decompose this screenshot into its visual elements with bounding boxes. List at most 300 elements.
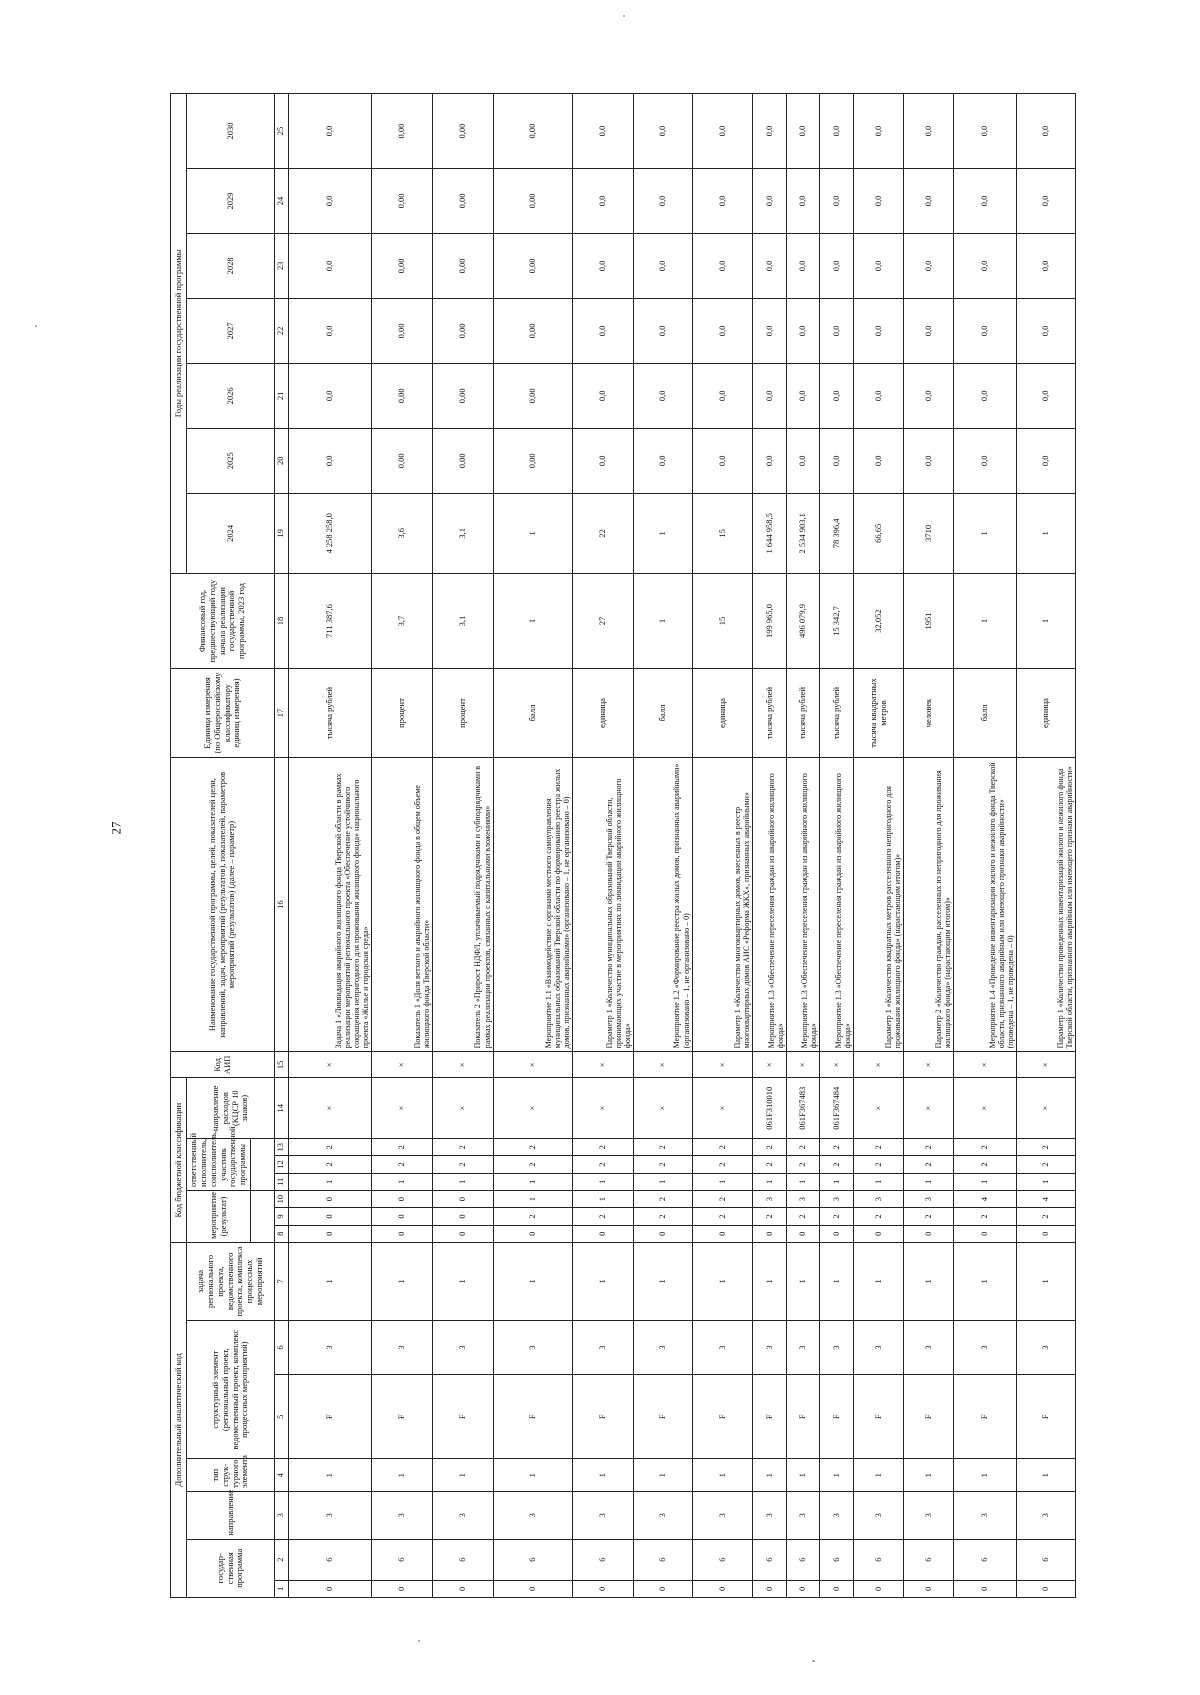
header-year: 2028 [187, 233, 275, 298]
unit-cell: единица [573, 669, 634, 758]
code-cell: 1 [692, 1173, 753, 1190]
code-cell: 2 [1017, 1156, 1076, 1173]
year-value: 0,0 [904, 363, 954, 428]
code-cell: 2 [820, 1139, 854, 1156]
header-years-title: Годы реализации государственной программы [171, 94, 187, 574]
code-cell: 0 [433, 1580, 494, 1597]
row-name: Задача 1 «Ликвидация аварийного жилищного фонда Тверской области в рамках реализации мероприятий регионального проекта «Обеспечение устойчивого сокращения непригодного для проживания жилищного фонда» национального проекта «Жилье и городская среда» [288, 757, 372, 1051]
year-value: 0,00 [433, 94, 494, 169]
code-cell: 2 [954, 1156, 1017, 1173]
code-cell: × [904, 1078, 954, 1139]
year-value: 0,00 [493, 428, 573, 493]
year-value: 0,0 [692, 428, 753, 493]
rotated-table-wrapper [170, 93, 1076, 1598]
column-number: 25 [275, 94, 289, 169]
column-number: 6 [275, 1320, 289, 1374]
code-cell: 0 [954, 1580, 1017, 1597]
column-number: 9 [275, 1208, 289, 1225]
code-cell: 3 [1017, 1320, 1076, 1374]
code-cell: 1 [433, 1242, 494, 1320]
header-struct-elem: структурный элемент (региональный проект, ведомственный проект, комплекс процессных мероприятий) [187, 1320, 275, 1459]
year-value: 0,0 [954, 298, 1017, 363]
base-year-value: 3,1 [433, 573, 494, 668]
code-cell: 1 [904, 1459, 954, 1491]
code-cell: 1 [1017, 1173, 1076, 1190]
code-cell: 2 [573, 1208, 634, 1225]
base-year-value: 1 [1017, 573, 1076, 668]
table-row [820, 94, 854, 1598]
code-cell: 3 [372, 1491, 433, 1539]
table-row [634, 94, 693, 1598]
year-value: 0,0 [288, 428, 372, 493]
code-cell: 0 [573, 1225, 634, 1242]
year-value: 3710 [904, 493, 954, 573]
unit-cell: тысяча рублей [753, 669, 787, 758]
table-row [692, 94, 753, 1598]
code-cell: 2 [493, 1139, 573, 1156]
code-cell: 6 [853, 1539, 903, 1580]
code-cell: 2 [372, 1156, 433, 1173]
scan-speck [812, 1660, 815, 1662]
code-cell: 0 [573, 1580, 634, 1597]
code-cell: 1 [493, 1190, 573, 1207]
code-cell: 3 [372, 1320, 433, 1374]
column-number: 12 [275, 1156, 289, 1173]
code-cell: 1 [372, 1459, 433, 1491]
base-year-value: 27 [573, 573, 634, 668]
code-cell: 0 [753, 1225, 787, 1242]
header-base-year: Финансовый год, предшествующий году начала реализации государственной программы, 2023 год [171, 573, 275, 668]
code-cell: × [954, 1052, 1017, 1078]
code-cell: 1 [853, 1242, 903, 1320]
year-value: 0,0 [753, 298, 787, 363]
code-cell: 2 [692, 1156, 753, 1173]
unit-cell: тысяча рублей [820, 669, 854, 758]
code-cell: F [573, 1375, 634, 1459]
header-year: 2029 [187, 168, 275, 233]
table-row [433, 94, 494, 1598]
code-cell: 2 [433, 1139, 494, 1156]
code-cell: 2 [493, 1208, 573, 1225]
code-cell: 2 [954, 1139, 1017, 1156]
code-cell: 2 [786, 1139, 820, 1156]
column-number: 17 [275, 669, 289, 758]
year-value: 0,00 [372, 233, 433, 298]
year-value: 0,0 [853, 298, 903, 363]
year-value: 0,0 [1017, 233, 1076, 298]
code-cell: 1 [433, 1459, 494, 1491]
code-cell: 1 [786, 1242, 820, 1320]
code-cell: 6 [1017, 1539, 1076, 1580]
year-value: 1 644 958,5 [753, 493, 787, 573]
code-cell: 2 [692, 1190, 753, 1207]
year-value: 0,0 [853, 363, 903, 428]
code-cell: F [786, 1375, 820, 1459]
code-cell: 3 [820, 1190, 854, 1207]
code-cell: 061F367483 [786, 1078, 820, 1139]
header-executor-sub [251, 1139, 275, 1191]
code-cell: 0 [372, 1208, 433, 1225]
row-name: Параметр 1 «Количество квадратных метров расселенного непригодного для проживания жилищного фонда» (нарастающим итогом)» [853, 757, 903, 1051]
code-cell: × [493, 1078, 573, 1139]
code-cell: F [692, 1375, 753, 1459]
year-value: 0,0 [904, 168, 954, 233]
code-cell: 1 [573, 1459, 634, 1491]
code-cell: 3 [433, 1491, 494, 1539]
row-name: Мероприятие 1.3 «Обеспечение переселения граждан из аварийного жилищного фонда» [753, 757, 787, 1051]
code-cell: × [288, 1078, 372, 1139]
unit-cell: тысяча рублей [288, 669, 372, 758]
column-number: 10 [275, 1190, 289, 1207]
code-cell: 0 [493, 1225, 573, 1242]
year-value: 0,0 [786, 298, 820, 363]
header-measure-sub [251, 1190, 275, 1242]
year-value: 0,0 [1017, 298, 1076, 363]
code-cell: 0 [493, 1580, 573, 1597]
header-year: 2024 [187, 493, 275, 573]
code-cell: 3 [433, 1320, 494, 1374]
code-cell: 1 [786, 1459, 820, 1491]
code-cell: 0 [372, 1190, 433, 1207]
code-cell: × [634, 1078, 693, 1139]
scan-speck [418, 1640, 420, 1642]
header-year: 2026 [187, 363, 275, 428]
year-value: 0,0 [820, 94, 854, 169]
year-value: 0,00 [372, 428, 433, 493]
code-cell: × [692, 1052, 753, 1078]
column-number: 16 [275, 757, 289, 1051]
code-cell: 1 [954, 1173, 1017, 1190]
row-name: Параметр 1 «Количество многоквартирных домов, внесенных в реестр многоквартирных домов АИС «Реформа ЖКХ», признанных аварийными» [692, 757, 753, 1051]
year-value: 0,0 [904, 298, 954, 363]
code-cell: × [753, 1052, 787, 1078]
code-cell: 0 [433, 1225, 494, 1242]
code-cell: 1 [634, 1459, 693, 1491]
code-cell: 3 [573, 1491, 634, 1539]
code-cell: 3 [288, 1491, 372, 1539]
code-cell: × [634, 1052, 693, 1078]
code-cell: 1 [493, 1459, 573, 1491]
code-cell: 3 [288, 1320, 372, 1374]
code-cell: 0 [692, 1225, 753, 1242]
code-cell: 1 [288, 1173, 372, 1190]
code-cell: 6 [904, 1539, 954, 1580]
year-value: 0,0 [904, 428, 954, 493]
code-cell: 1 [493, 1173, 573, 1190]
code-cell: 6 [786, 1539, 820, 1580]
code-cell: 6 [753, 1539, 787, 1580]
year-value: 0,0 [954, 233, 1017, 298]
code-cell: 6 [288, 1539, 372, 1580]
header-dop-code: Дополнительный аналитический код [171, 1242, 187, 1597]
year-value: 0,0 [634, 233, 693, 298]
code-cell: 0 [692, 1580, 753, 1597]
code-cell: × [1017, 1078, 1076, 1139]
code-cell: 1 [904, 1173, 954, 1190]
year-value: 0,0 [573, 233, 634, 298]
row-name: Мероприятие 1.4 «Проведение инвентаризации жилого и нежилого фонда Тверской области, признанного аварийным или имеющего признаки аварийности» (проведена – 1, не проведена – 0) [954, 757, 1017, 1051]
year-value: 0,00 [493, 363, 573, 428]
year-value: 0,00 [372, 168, 433, 233]
code-cell: 3 [820, 1320, 854, 1374]
code-cell: 3 [904, 1190, 954, 1207]
year-value: 0,0 [786, 428, 820, 493]
year-value: 0,0 [786, 168, 820, 233]
header-direction: направление [187, 1491, 275, 1539]
code-cell: F [954, 1375, 1017, 1459]
unit-cell: процент [433, 669, 494, 758]
code-cell: 3 [692, 1320, 753, 1374]
row-name: Мероприятие 1.2 «Формирование реестра жилых домов, признанных аварийными» (организовано – 1, не организовано – 0) [634, 757, 693, 1051]
code-cell: 3 [954, 1320, 1017, 1374]
header-year: 2025 [187, 428, 275, 493]
code-cell: × [433, 1078, 494, 1139]
base-year-value: 15 [692, 573, 753, 668]
code-cell: 2 [1017, 1208, 1076, 1225]
year-value: 0,0 [853, 233, 903, 298]
code-cell: 061F367484 [820, 1078, 854, 1139]
year-value: 0,0 [753, 168, 787, 233]
code-cell: 1 [904, 1242, 954, 1320]
year-value: 0,0 [786, 94, 820, 169]
year-value: 0,0 [288, 363, 372, 428]
code-cell: F [493, 1375, 573, 1459]
row-name: Мероприятие 1.1 «Взаимодействие с органами местного самоуправления муниципальных образований Тверской области по формированию реестра жилых домов, признанных аварийными» (организовано – 1, не организовано – 0) [493, 757, 573, 1051]
code-cell: 2 [853, 1156, 903, 1173]
base-year-value: 1 [493, 573, 573, 668]
year-value: 0,0 [634, 298, 693, 363]
code-cell: × [904, 1052, 954, 1078]
header-name: Наименование государственной программы, целей, показателей цели, направлений, задач, мероприятий (результатов), показателей, параметров мероприятий (результатов) (далее – параметр) [171, 757, 275, 1051]
unit-cell: единица [1017, 669, 1076, 758]
page-number: 27 [108, 821, 124, 835]
code-cell: 0 [634, 1225, 693, 1242]
code-cell: F [634, 1375, 693, 1459]
code-cell: 2 [753, 1139, 787, 1156]
row-name: Параметр 1 «Количество муниципальных образований Тверской области, принимающих участие в мероприятиях по ликвидации аварийного жилищного фонда» [573, 757, 634, 1051]
year-value: 22 [573, 493, 634, 573]
year-value: 4 258 258,0 [288, 493, 372, 573]
code-cell: 0 [820, 1580, 854, 1597]
code-cell: 2 [372, 1139, 433, 1156]
code-cell: 0 [904, 1225, 954, 1242]
column-number: 15 [275, 1052, 289, 1078]
year-value: 78 396,4 [820, 493, 854, 573]
code-cell: 061F310010 [753, 1078, 787, 1139]
scan-speck [35, 325, 37, 327]
code-cell: 1 [493, 1242, 573, 1320]
year-value: 0,0 [853, 94, 903, 169]
year-value: 3,6 [372, 493, 433, 573]
table-row [1017, 94, 1076, 1598]
base-year-value: 1 [634, 573, 693, 668]
column-number: 13 [275, 1139, 289, 1156]
code-cell: 6 [573, 1539, 634, 1580]
code-cell: 3 [753, 1320, 787, 1374]
code-cell: 2 [634, 1208, 693, 1225]
code-cell: 2 [820, 1156, 854, 1173]
year-value: 0,0 [954, 363, 1017, 428]
code-cell: F [433, 1375, 494, 1459]
header-year: 2027 [187, 298, 275, 363]
code-cell: 6 [634, 1539, 693, 1580]
code-cell: 1 [753, 1242, 787, 1320]
code-cell: 2 [573, 1139, 634, 1156]
code-cell: × [786, 1052, 820, 1078]
code-cell: 6 [493, 1539, 573, 1580]
year-value: 1 [954, 493, 1017, 573]
header-budget-code: Код бюджетной классификации [171, 1078, 187, 1243]
year-value: 0,0 [753, 94, 787, 169]
year-value: 3,1 [433, 493, 494, 573]
column-number: 23 [275, 233, 289, 298]
row-name: Параметр 2 «Количество граждан, расселенных из непригодного для проживания жилищного фонда» (нарастающим итогом)» [904, 757, 954, 1051]
year-value: 0,00 [433, 428, 494, 493]
code-cell: × [1017, 1052, 1076, 1078]
year-value: 0,0 [954, 94, 1017, 169]
code-cell: F [904, 1375, 954, 1459]
code-cell: 0 [954, 1225, 1017, 1242]
code-cell: 3 [634, 1491, 693, 1539]
header-task: задача регионального проекта, ведомственного проекта, комплекса процессных мероприятий [187, 1242, 275, 1320]
unit-cell: тысяча квадратных метров [853, 669, 903, 758]
base-year-value: 199 965,0 [753, 573, 787, 668]
code-cell: × [954, 1078, 1017, 1139]
code-cell: 3 [753, 1190, 787, 1207]
row-name: Показатель 1 «Доля ветхого и аварийного жилищного фонда в общем объеме жилищного фонда Тверской области» [372, 757, 433, 1051]
code-cell: 2 [634, 1156, 693, 1173]
code-cell: 0 [1017, 1225, 1076, 1242]
code-cell: 1 [288, 1242, 372, 1320]
code-cell: 2 [692, 1139, 753, 1156]
code-cell: 1 [692, 1242, 753, 1320]
unit-cell: единица [692, 669, 753, 758]
table-row [288, 94, 372, 1598]
code-cell: 0 [904, 1580, 954, 1597]
code-cell: 1 [853, 1459, 903, 1491]
code-cell: 3 [493, 1320, 573, 1374]
year-value: 0,0 [692, 298, 753, 363]
year-value: 0,00 [372, 363, 433, 428]
year-value: 0,0 [954, 168, 1017, 233]
code-cell: 0 [288, 1208, 372, 1225]
year-value: 0,00 [372, 298, 433, 363]
code-cell: 1 [433, 1173, 494, 1190]
year-value: 0,0 [786, 233, 820, 298]
unit-cell: балл [634, 669, 693, 758]
code-cell: 1 [820, 1242, 854, 1320]
column-number: 8 [275, 1225, 289, 1242]
code-cell: × [692, 1078, 753, 1139]
year-value: 0,0 [573, 363, 634, 428]
base-year-value: 1951 [904, 573, 954, 668]
header-measure: мероприятие (результат) [187, 1190, 251, 1242]
code-cell: 2 [954, 1208, 1017, 1225]
base-year-value: 32,052 [853, 573, 903, 668]
code-cell: 0 [433, 1190, 494, 1207]
year-value: 0,0 [820, 428, 854, 493]
table-row [904, 94, 954, 1598]
code-cell: 1 [573, 1173, 634, 1190]
year-value: 0,0 [753, 363, 787, 428]
code-cell: 3 [853, 1491, 903, 1539]
code-cell: F [820, 1375, 854, 1459]
year-value: 0,0 [853, 168, 903, 233]
year-value: 0,00 [372, 94, 433, 169]
year-value: 0,0 [820, 233, 854, 298]
code-cell: 2 [573, 1156, 634, 1173]
code-cell: 1 [1017, 1459, 1076, 1491]
header-gp: государ-ственная программа [187, 1539, 275, 1597]
code-cell: 1 [692, 1459, 753, 1491]
year-value: 1 [493, 493, 573, 573]
year-value: 0,00 [493, 233, 573, 298]
code-cell: 0 [786, 1580, 820, 1597]
code-cell: 0 [786, 1225, 820, 1242]
year-value: 0,0 [573, 298, 634, 363]
code-cell: 0 [288, 1190, 372, 1207]
header-expense: направление расходов (КЦСР 10 знаков) [187, 1078, 275, 1139]
code-cell: 6 [372, 1539, 433, 1580]
code-cell: 0 [853, 1580, 903, 1597]
year-value: 0,00 [493, 298, 573, 363]
code-cell: 1 [954, 1459, 1017, 1491]
code-cell: 1 [634, 1242, 693, 1320]
year-value: 0,00 [433, 168, 494, 233]
column-number: 22 [275, 298, 289, 363]
year-value: 0,0 [634, 428, 693, 493]
base-year-value: 15 342,7 [820, 573, 854, 668]
table-row [853, 94, 903, 1598]
code-cell: × [820, 1052, 854, 1078]
code-cell: 1 [853, 1173, 903, 1190]
year-value: 0,00 [493, 94, 573, 169]
table-header [171, 94, 275, 1598]
code-cell: 2 [692, 1208, 753, 1225]
code-cell: 2 [493, 1156, 573, 1173]
code-cell: 2 [904, 1156, 954, 1173]
year-value: 0,0 [634, 363, 693, 428]
code-cell: 3 [1017, 1491, 1076, 1539]
code-cell: 2 [288, 1139, 372, 1156]
year-value: 0,00 [433, 298, 494, 363]
table-row [573, 94, 634, 1598]
year-value: 66,65 [853, 493, 903, 573]
column-number-row [275, 94, 289, 1598]
code-cell: 0 [288, 1225, 372, 1242]
year-value: 0,0 [573, 428, 634, 493]
base-year-value: 1 [954, 573, 1017, 668]
code-cell: 2 [753, 1156, 787, 1173]
code-cell: 2 [853, 1208, 903, 1225]
code-cell: 1 [573, 1190, 634, 1207]
unit-cell: тысяча рублей [786, 669, 820, 758]
column-number: 21 [275, 363, 289, 428]
header-aip-code: Код АИП [171, 1052, 275, 1078]
unit-cell: человек [904, 669, 954, 758]
year-value: 0,00 [433, 363, 494, 428]
code-cell: 1 [573, 1242, 634, 1320]
row-name: Показатель 2 «Прирост НДФЛ, уплачиваемый подрядчиками и субподрядчиками в рамках реализации проектов, связанных с капитальными вложениями» [433, 757, 494, 1051]
code-cell: 0 [372, 1580, 433, 1597]
column-number: 24 [275, 168, 289, 233]
code-cell: 6 [433, 1539, 494, 1580]
year-value: 0,00 [433, 233, 494, 298]
header-unit: Единица измерения (по Общероссийскому классификатору единиц измерения) [171, 669, 275, 758]
year-value: 0,0 [1017, 428, 1076, 493]
code-cell: 6 [954, 1539, 1017, 1580]
column-number: 2 [275, 1539, 289, 1580]
